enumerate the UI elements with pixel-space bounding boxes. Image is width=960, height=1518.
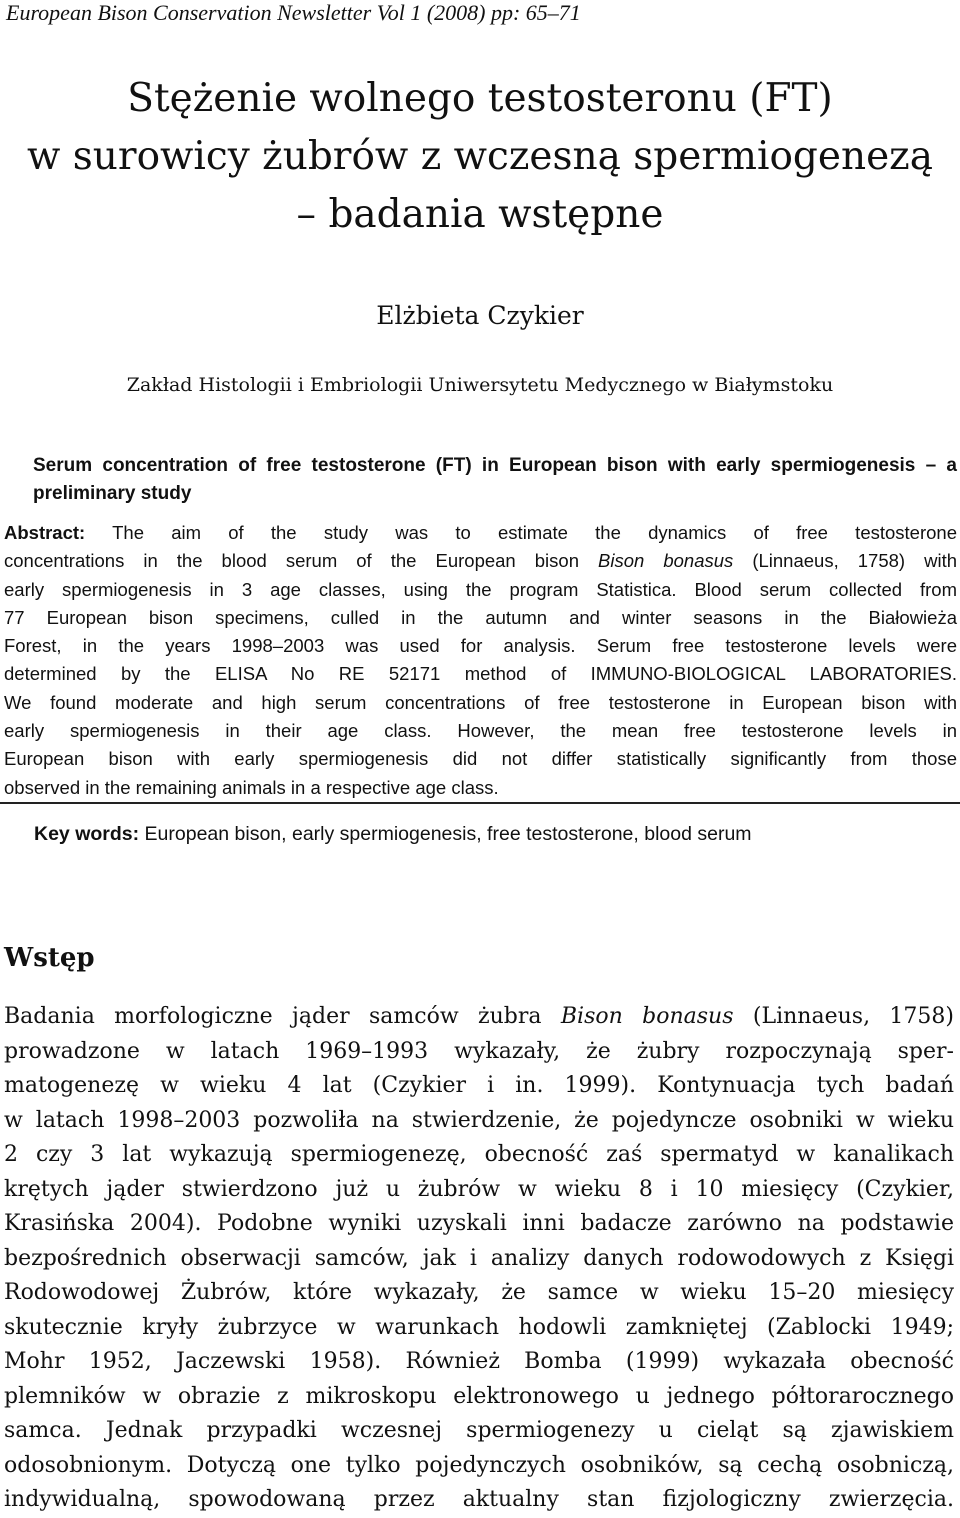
keywords: [34, 820, 752, 848]
abstract: [4, 519, 957, 802]
abstract-text: concentrations in the blood serum of the European bison: [4, 550, 599, 572]
author-name: Elżbieta Czykier: [376, 301, 584, 330]
title-line: – badania wstępne: [296, 192, 664, 237]
abstract-line: [4, 547, 957, 575]
abstract-line: early spermiogenesis in 3 age classes, using the program Statistica. Blood serum collected from: [4, 578, 957, 600]
body-line: prowadzone w latach 1969–1993 wykazały, że żubry rozpoczynają sper-: [4, 1038, 954, 1064]
body-line: Rodowodowej Żubrów, które wykazały, że samce w wieku 15–20 miesięcy: [4, 1280, 954, 1305]
abstract-line: 77 European bison specimens, culled in the autumn and winter seasons in the Białowieża: [4, 606, 957, 628]
body-line: 2 czy 3 lat wykazują spermiogenezę, obecność zaś spermatyd w kanalikach: [4, 1142, 954, 1167]
author-affiliation: Zakład Histologii i Embriologii Uniwersytetu Medycznego w Białymstoku: [126, 374, 834, 396]
abstract-line: European bison with early spermiogenesis did not differ statistically significantly from those: [4, 748, 957, 770]
body-line: w latach 1998–2003 pozwoliła na stwierdzenie, że pojedyncze osobniki w wieku: [4, 1107, 954, 1133]
body-line: skutecznie kryły żubrzyce w warunkach hodowli zamkniętej (Zablocki 1949;: [4, 1314, 954, 1340]
keywords-text: European bison, early spermiogenesis, free testosterone, blood serum: [144, 823, 752, 845]
keywords-label: Key words:: [34, 823, 140, 845]
abstract-line: early spermiogenesis in their age class. However, the mean free testosterone levels in: [4, 720, 957, 742]
title-line: Stężenie wolnego testosteronu (FT): [127, 76, 833, 121]
english-title: Serum concentration of free testosterone (FT) in European bison with early spermiogenesis – a preliminary study: [33, 455, 957, 504]
body-line: krętych jąder stwierdzono już u żubrów w wieku 8 i 10 miesięcy (Czykier,: [4, 1176, 954, 1202]
body-line: [4, 1000, 954, 1035]
body-line: odosobnionym. Dotyczą one tylko pojedynczych osobników, są cechą osobniczą,: [4, 1452, 954, 1478]
body-line: bezpośrednich obserwacji samców, jak i analizy danych rodowodowych z Księgi: [4, 1245, 954, 1271]
abstract-line: observed in the remaining animals in a respective age class.: [4, 776, 499, 798]
body-line: Krasińska 2004). Podobne wyniki uzyskali inni badacze zarówno na podstawie: [4, 1211, 954, 1236]
body-line: plemników w obrazie z mikroskopu elektronowego u jednego półtorarocznego: [4, 1383, 954, 1409]
abstract-text: (Linnaeus, 1758) with: [733, 550, 958, 572]
body-line: matogenezę w wieku 4 lat (Czykier i in. 1999). Kontynuacja tych badań: [4, 1073, 954, 1098]
abstract-text: The aim of the study was to estimate the dynamics of free testosterone: [112, 522, 957, 543]
body-line: samca. Jednak przypadki wczesnej spermiogenezy u cieląt są zjawiskiem: [4, 1418, 954, 1443]
article-title: [0, 70, 960, 244]
body-line: indywidualną, spowodowaną przez aktualny stan fizjologiczny zwierzęcia.: [4, 1487, 954, 1512]
body-paragraph: [4, 1000, 954, 1518]
abstract-line: [4, 519, 957, 547]
section-heading: Wstęp: [4, 943, 95, 973]
body-text: (Linnaeus, 1758): [733, 1004, 955, 1029]
section-divider: [0, 802, 960, 804]
body-text: Badania morfologiczne jąder samców żubra: [4, 1004, 561, 1029]
running-head: European Bison Conservation Newsletter Vol 1 (2008) pp: 65–71: [6, 0, 581, 25]
abstract-line: determined by the ELISA No RE 52171 method of IMMUNO-BIOLOGICAL LABORATORIES.: [4, 663, 957, 685]
body-line: Mohr 1952, Jaczewski 1958). Również Bomba (1999) wykazała obecność: [4, 1349, 954, 1374]
species-name: Bison bonasus: [560, 1004, 734, 1029]
abstract-label: Abstract:: [4, 522, 86, 543]
species-name: Bison bonasus: [598, 550, 734, 572]
abstract-line: Forest, in the years 1998–2003 was used for analysis. Serum free testosterone levels were: [4, 635, 957, 657]
title-line: w surowicy żubrów z wczesną spermiogenezą: [27, 134, 933, 179]
abstract-line: We found moderate and high serum concentrations of free testosterone in European bison with: [4, 691, 957, 713]
